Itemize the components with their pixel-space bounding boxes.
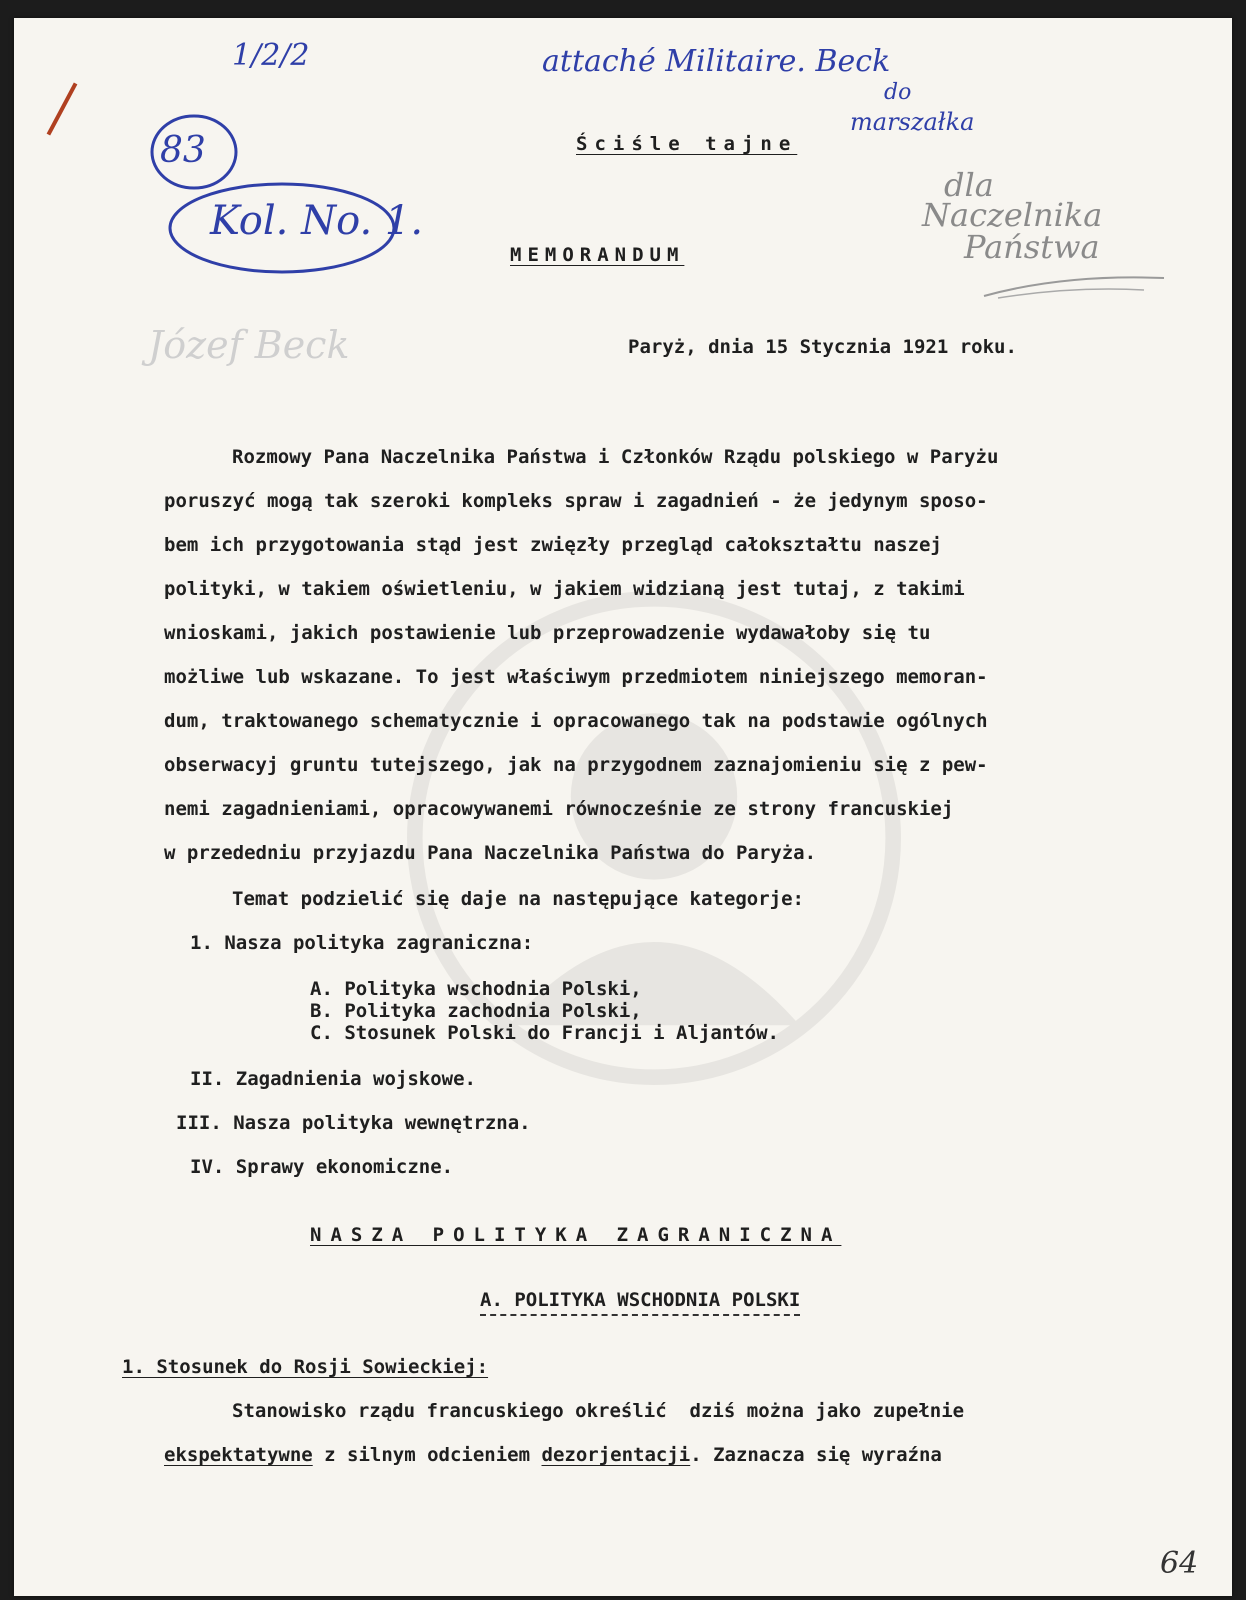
body-text: z silnym odcieniem <box>312 1444 542 1466</box>
paragraph-line: dum, traktowanego schematycznie i opracowanego tak na podstawie ogólnych <box>164 710 988 732</box>
kol-no-annotation: Kol. No. 1. <box>210 198 424 244</box>
outline-item-iv: IV. Sprawy ekonomiczne. <box>190 1156 454 1178</box>
outline-item-iii: III. Nasza polityka wewnętrzna. <box>176 1112 531 1134</box>
outline-item-ii: II. Zagadnienia wojskowe. <box>190 1068 476 1090</box>
circled-number: 83 <box>160 130 206 171</box>
memorandum-heading: MEMORANDUM <box>510 244 685 266</box>
body-line: Stanowisko rządu francuskiego określić dziś można jako zupełnie <box>232 1400 965 1422</box>
point-1-title: 1. Stosunek do Rosji Sowieckiej: <box>122 1356 489 1378</box>
outline-item-b: B. Polityka zachodnia Polski, <box>310 1000 642 1022</box>
outline-item-a: A. Polityka wschodnia Polski, <box>310 978 642 1000</box>
marszalka-annotation: marszałka <box>850 108 975 136</box>
panstwa-annotation: Państwa <box>964 228 1100 266</box>
emphasis-word: ekspektatywne <box>164 1444 313 1466</box>
paragraph-line: w przededniu przyjazdu Pana Naczelnika Państwa do Paryża. <box>164 842 817 864</box>
classification-label: Ściśle tajne <box>576 133 798 155</box>
paragraph-line: możliwe lub wskazane. To jest właściwym przedmiotem niniejszego memoran- <box>164 666 988 688</box>
do-annotation: do <box>884 80 912 105</box>
red-pencil-mark <box>47 82 78 135</box>
body-text: . Zaznacza się wyraźna <box>690 1444 942 1466</box>
page-ref-annotation: 1/2/2 <box>232 38 310 73</box>
paragraph-line: obserwacyj gruntu tutejszego, jak na przygodnem zaznajomieniu się z pew- <box>164 754 988 776</box>
paragraph-line: nemi zagadnieniami, opracowywanemi równocześnie ze strony francuskiej <box>164 798 954 820</box>
page-number: 64 <box>1160 1546 1199 1581</box>
outline-item-1: 1. Nasza polityka zagraniczna: <box>190 932 534 954</box>
document-page <box>14 18 1232 1596</box>
naczelnika-annotation: Naczelnika <box>922 196 1103 234</box>
attache-annotation: attaché Militaire. Beck <box>542 44 891 79</box>
dla-annotation: dla <box>944 166 994 204</box>
paragraph-line: wnioskami, jakich postawienie lub przeprowadzenie wydawałoby się tu <box>164 622 931 644</box>
body-line <box>164 1446 942 1465</box>
outline-item-c: C. Stosunek Polski do Francji i Aljantów. <box>310 1022 779 1044</box>
emphasis-word: dezorjentacji <box>541 1444 691 1466</box>
paragraph-line: bem ich przygotowania stąd jest zwięzły przegląd całokształtu naszej <box>164 534 942 556</box>
topic-intro: Temat podzielić się daje na następujące kategorje: <box>232 888 804 910</box>
paragraph-line: poruszyć mogą tak szeroki kompleks spraw i zagadnień - że jedynym sposo- <box>164 490 988 512</box>
date-line: Paryż, dnia 15 Stycznia 1921 roku. <box>628 336 1017 358</box>
subsection-title: A. POLITYKA WSCHODNIA POLSKI <box>480 1291 800 1316</box>
paragraph-line: polityki, w takiem oświetleniu, w jakiem widzianą jest tutaj, z takimi <box>164 578 965 600</box>
section-title: NASZA POLITYKA ZAGRANICZNA <box>310 1224 842 1246</box>
faint-pencil-signature: Józef Beck <box>148 323 350 367</box>
pencil-stroke-mark <box>974 268 1174 308</box>
paragraph-line: Rozmowy Pana Naczelnika Państwa i Członków Rządu polskiego w Paryżu <box>232 446 999 468</box>
